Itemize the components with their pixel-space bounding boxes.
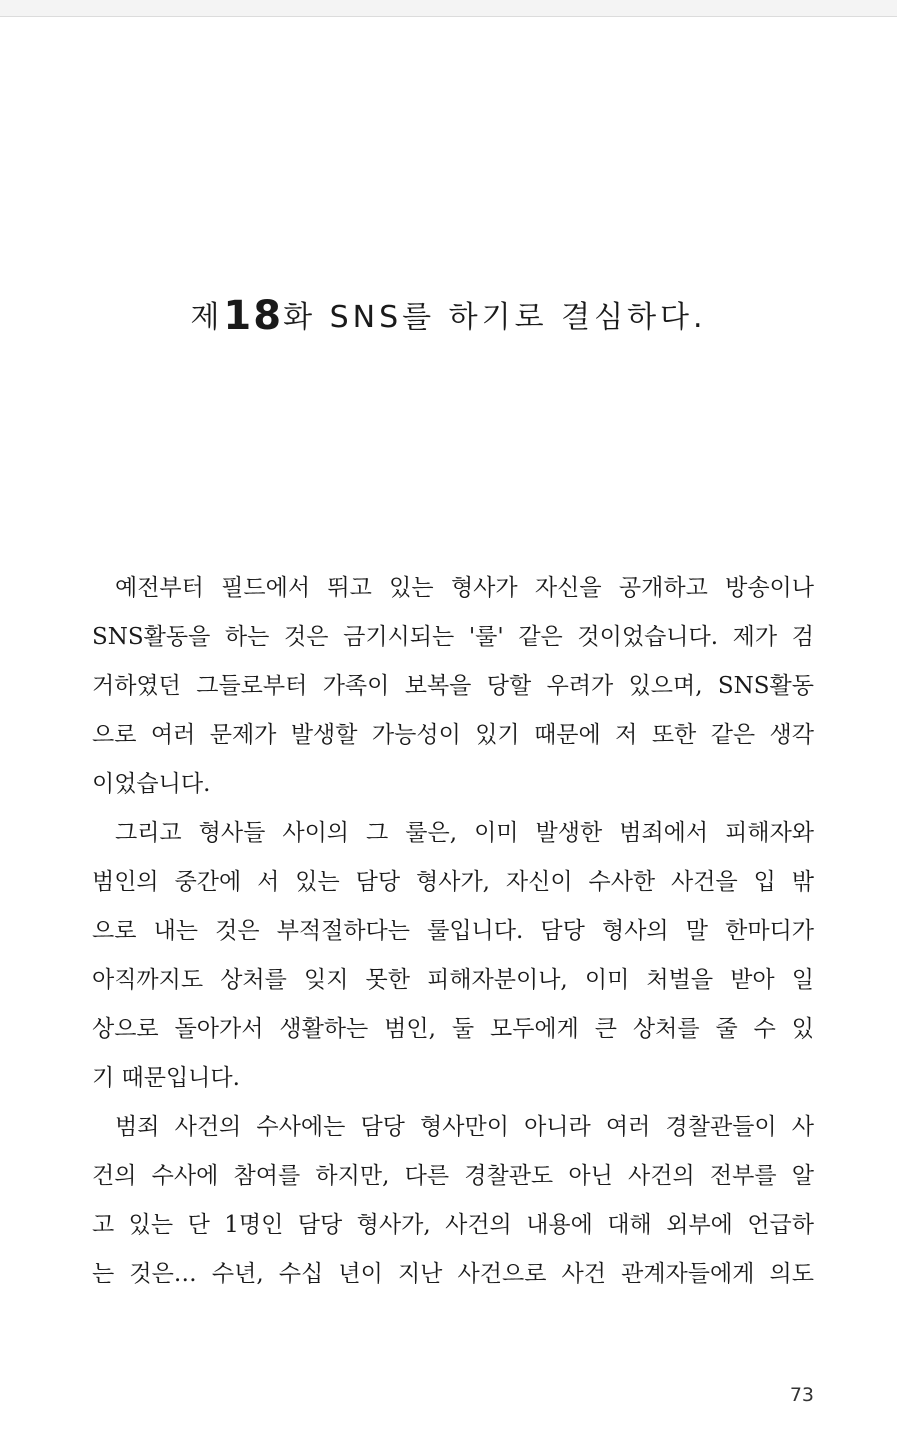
text-line: 그리고 형사들 사이의 그 룰은, 이미 발생한 범죄에서 피해자와 <box>115 820 814 846</box>
chapter-title <box>0 286 897 348</box>
text-line: 상으로 돌아가서 생활하는 범인, 둘 모두에게 큰 상처를 줄 수 있 <box>92 1016 814 1042</box>
text-line: 예전부터 필드에서 뛰고 있는 형사가 자신을 공개하고 방송이나 <box>115 575 814 601</box>
text-line: 기 때문입니다. <box>92 1065 240 1091</box>
text-line: 범인의 중간에 서 있는 담당 형사가, 자신이 수사한 사건을 입 밖 <box>92 869 814 895</box>
text-line: 으로 내는 것은 부적절하다는 룰입니다. 담당 형사의 말 한마디가 <box>92 918 814 944</box>
chapter-number: 18 <box>223 293 284 339</box>
text-line: 아직까지도 상처를 잊지 못한 피해자분이나, 이미 처벌을 받아 일 <box>92 967 814 993</box>
text-line: 고 있는 단 1명인 담당 형사가, 사건의 내용에 대해 외부에 언급하 <box>92 1212 814 1238</box>
text-line: 이었습니다. <box>92 771 211 797</box>
chapter-suffix: 화 SNS를 하기로 결심하다. <box>283 300 707 335</box>
text-line: 는 것은… 수년, 수십 년이 지난 사건으로 사건 관계자들에게 의도 <box>92 1261 814 1287</box>
top-bar <box>0 0 897 17</box>
text-line: 건의 수사에 참여를 하지만, 다른 경찰관도 아닌 사건의 전부를 알 <box>92 1163 814 1189</box>
text-line: 범죄 사건의 수사에는 담당 형사만이 아니라 여러 경찰관들이 사 <box>115 1114 814 1140</box>
page-number: 73 <box>789 1384 814 1406</box>
text-line: SNS활동을 하는 것은 금기시되는 '룰' 같은 것이었습니다. 제가 검 <box>92 624 814 650</box>
chapter-prefix: 제 <box>190 300 224 335</box>
text-line: 으로 여러 문제가 발생할 가능성이 있기 때문에 저 또한 같은 생각 <box>92 722 814 748</box>
text-line: 거하였던 그들로부터 가족이 보복을 당할 우려가 있으며, SNS활동 <box>92 673 814 699</box>
body-text <box>92 564 814 1299</box>
